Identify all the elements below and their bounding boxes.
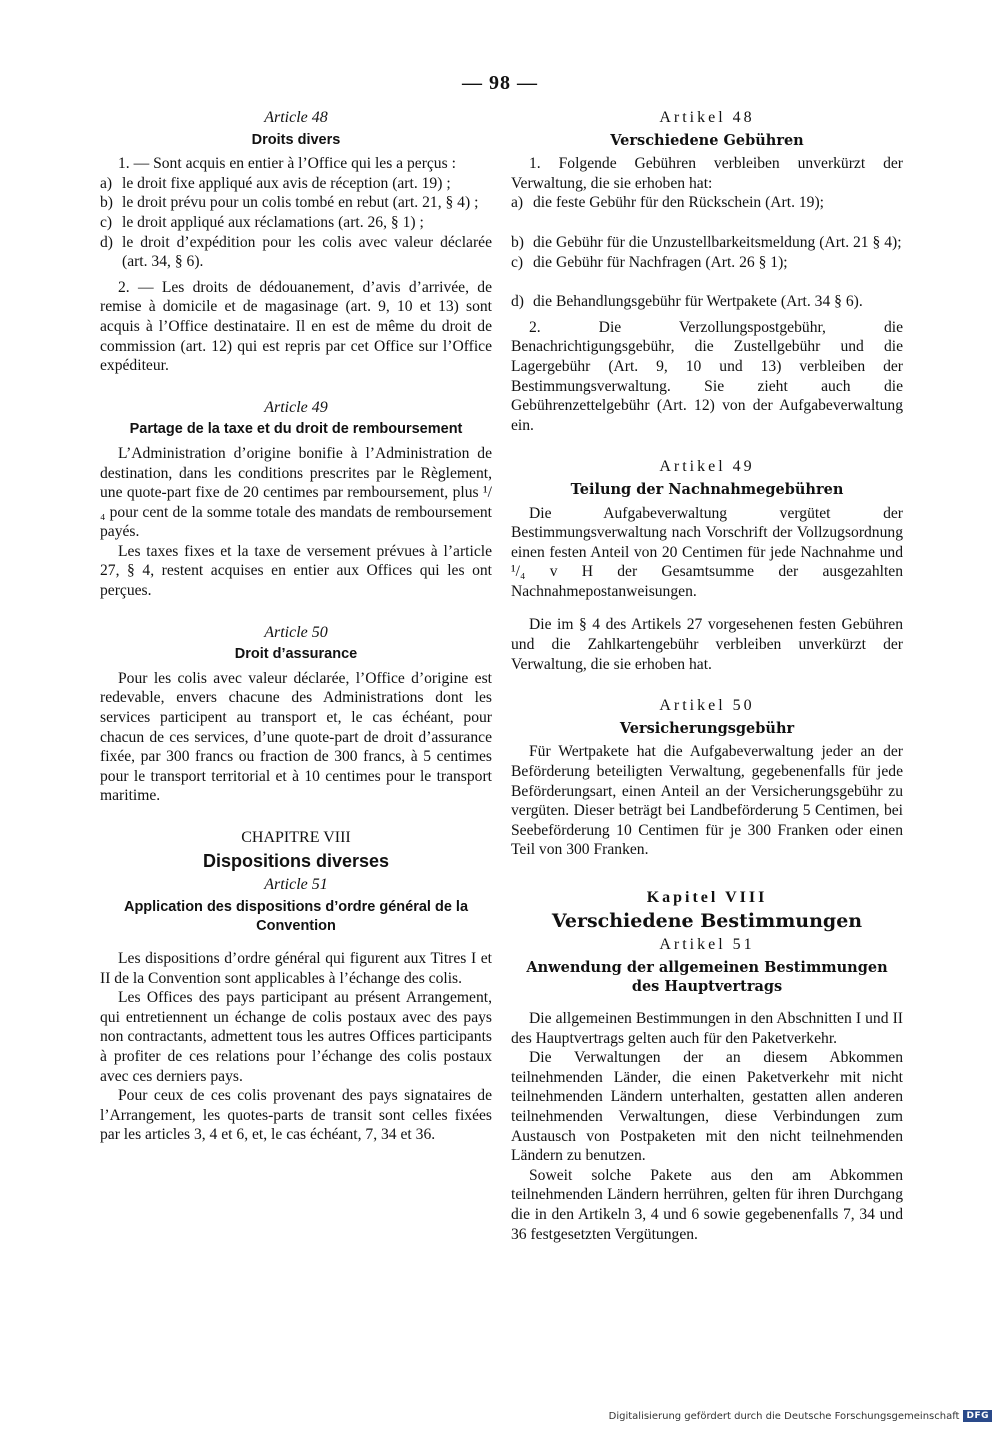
artikel-48-paragraph-1: 1. Folgende Gebühren verbleiben unverkürzt der Verwaltung, die sie erhoben hat: bbox=[511, 155, 903, 192]
french-column bbox=[100, 108, 492, 1145]
article-51-paragraph-1: Les dispositions d’ordre général qui figurent aux Titres I et II de la Convention sont applicables à l’échange des colis. bbox=[100, 949, 492, 987]
chapter-label: Kapitel VIII bbox=[646, 889, 768, 906]
list-item: d) die Behandlungsgebühr für Wertpakete (Art. 34 § 6). bbox=[511, 293, 863, 311]
article-51-subtitle: Application des dispositions d’ordre général de la Convention bbox=[123, 898, 469, 935]
list-item: d) le droit d’expédition pour les colis avec valeur déclarée (art. 34, § 6). bbox=[100, 233, 492, 271]
artikel-51-subtitle: Anwendung der allgemeinen Bestimmungen des Hauptvertrags bbox=[526, 958, 888, 996]
article-51-paragraph-2: Les Offices des pays participant au présent Arrangement, qui entretiennent un échange de colis postaux avec des pays non contractants, admettent tous les autres Offices participants à profiter de ces relations pour l’échange des colis postaux avec ces derniers pays. bbox=[100, 989, 492, 1085]
article-50-subtitle: Droit d’assurance bbox=[234, 646, 358, 663]
chapter-title: Dispositions diverses bbox=[202, 850, 390, 871]
artikel-51-title: Artikel 51 bbox=[659, 936, 755, 954]
artikel-49-title: Artikel 49 bbox=[659, 458, 755, 476]
article-50-title: Article 50 bbox=[264, 623, 328, 641]
article-49-subtitle: Partage de la taxe et du droit de remboursement bbox=[129, 421, 463, 438]
list-item: c) die Gebühr für Nachfragen (Art. 26 § 1); bbox=[511, 253, 788, 271]
dfg-logo: DFG bbox=[963, 1410, 992, 1422]
artikel-51-paragraph-3: Soweit solche Pakete aus den am Abkommen teilnehmenden Ländern herrühren, gelten für ihren Durchgang die in den Artikeln 3, 4 und 6 sowie gegebenenfalls 7, 34 und 36 festgesetzten Vergütungen. bbox=[511, 1166, 903, 1243]
artikel-50-title: Artikel 50 bbox=[659, 697, 755, 715]
artikel-51-paragraph-1: Die allgemeinen Bestimmungen in den Abschnitten I und II des Hauptvertrags gelten auch für den Paketverkehr. bbox=[511, 1009, 903, 1047]
artikel-50-paragraph-1: Für Wertpakete hat die Aufgabeverwaltung jeder an der Beförderung beteiligten Verwaltung, gegebenenfalls für jede Beförderungsart, einen Anteil an der Versicherungsgebühr zu vergüten. Dieser beträgt bei Landbeförderung 5 Centimen, bei Seebeförderung 10 Centimen für je 300 Franken oder einen Teil von 300 Franken. bbox=[511, 743, 903, 859]
article-48-subtitle: Droits divers bbox=[251, 131, 341, 148]
artikel-49-paragraph-2: Die im § 4 des Artikels 27 vorgesehenen festen Gebühren und die Zahlkartengebühr verbleiben unverkürzt der Verwaltung, die sie erhoben hat. bbox=[511, 616, 903, 673]
footer-credit bbox=[609, 1410, 992, 1422]
article-51-title: Article 51 bbox=[264, 876, 328, 894]
list-item: a) die feste Gebühr für den Rückschein (Art. 19); bbox=[511, 194, 824, 212]
article-48-title: Article 48 bbox=[264, 109, 328, 126]
chapter-label: CHAPITRE VIII bbox=[241, 829, 351, 846]
list-item: c) le droit appliqué aux réclamations (art. 26, § 1) ; bbox=[100, 213, 424, 231]
article-50-paragraph-1: Pour les colis avec valeur déclarée, l’Office d’origine est redevable, envers chacune des Administrations dont les services participent au transport et, le cas échéant, pour chacun de ces services, d’une quote-part de droit d’assurance fixée, par 300 francs ou fraction de 300 francs, à 5 centimes pour le transport territorial et à 10 centimes pour le transport maritime. bbox=[100, 669, 492, 805]
article-49-title: Article 49 bbox=[264, 398, 328, 416]
artikel-49-subtitle: Teilung der Nachnahmegebühren bbox=[570, 480, 844, 498]
list-item: a) le droit fixe appliqué aux avis de réception (art. 19) ; bbox=[100, 174, 451, 192]
artikel-48-subtitle: Verschiedene Gebühren bbox=[610, 131, 804, 149]
artikel-51-paragraph-2: Die Verwaltungen der an diesem Abkommen teilnehmenden Länder, die einen Paketverkehr mit nicht teilnehmenden Ländern unterhalten, gestatten allen anderen teilnehmenden Verwaltungen, diese Verbindungen zum Austausch von Postpaketen mit den nicht teilnehmenden Ländern zu benutzen. bbox=[511, 1049, 903, 1165]
article-48-paragraph-2: 2. — Les droits de dédouanement, d’avis d’arrivée, de remise à domicile et de magasinage (art. 9, 10 et 13) sont acquis à l’Office destinataire. Il en est de même du droit de commission (art. 12) qui est repris par cet Office sur l’Office expéditeur. bbox=[100, 278, 492, 375]
german-column bbox=[511, 108, 903, 1244]
article-49-paragraph-1: L’Administration d’origine bonifie à l’Administration de destination, dans les conditions prescrites par le Règlement, une quote-part fixe de 20 centimes par remboursement, plus ¹/₄ pour cent de la somme totale des mandats de remboursement payés. bbox=[100, 444, 492, 541]
list-item: b) die Gebühr für die Unzustellbarkeitsmeldung (Art. 21 § 4); bbox=[511, 233, 902, 251]
footer-text: Digitalisierung gefördert durch die Deutsche Forschungsgemeinschaft bbox=[608, 1410, 960, 1422]
chapter-title: Verschiedene Bestimmungen bbox=[551, 909, 863, 932]
page-number: — 98 — bbox=[462, 72, 538, 94]
artikel-49-paragraph-1: Die Aufgabeverwaltung vergütet der Bestimmungsverwaltung nach Vorschrift der Vollzugsordnung einen festen Anteil von 20 Centimen für jede Nachnahme und ¹/₄ v H der Gesamtsumme der ausgezahlten Nachnahmepostanweisungen. bbox=[511, 504, 903, 600]
article-49-paragraph-2: Les taxes fixes et la taxe de versement prévues à l’article 27, § 4, restent acquises en entier aux Offices qui les ont perçues. bbox=[100, 542, 492, 600]
list-item: b) le droit prévu pour un colis tombé en rebut (art. 21, § 4) ; bbox=[100, 194, 479, 212]
article-48-paragraph-1: 1. — Sont acquis en entier à l’Office qui les a perçus : bbox=[118, 155, 456, 173]
artikel-48-title: Artikel 48 bbox=[659, 109, 755, 126]
artikel-48-paragraph-2: 2. Die Verzollungspostgebühr, die Benachrichtigungsgebühr, die Zustellgebühr und die Lagergebühr (Art. 9, 10 und 13) verbleiben der Bestimmungsverwaltung. Sie zieht auch die Gebührenzettelgebühr (Art. 12) von der Aufgabeverwaltung ein. bbox=[511, 318, 903, 434]
artikel-50-subtitle: Versicherungsgebühr bbox=[619, 719, 795, 737]
article-51-paragraph-3: Pour ceux de ces colis provenant des pays signataires de l’Arrangement, les quotes-parts de transit sont celles fixées par les articles 3, 4 et 6, et, le cas échéant, 7, 34 et 36. bbox=[100, 1087, 492, 1144]
